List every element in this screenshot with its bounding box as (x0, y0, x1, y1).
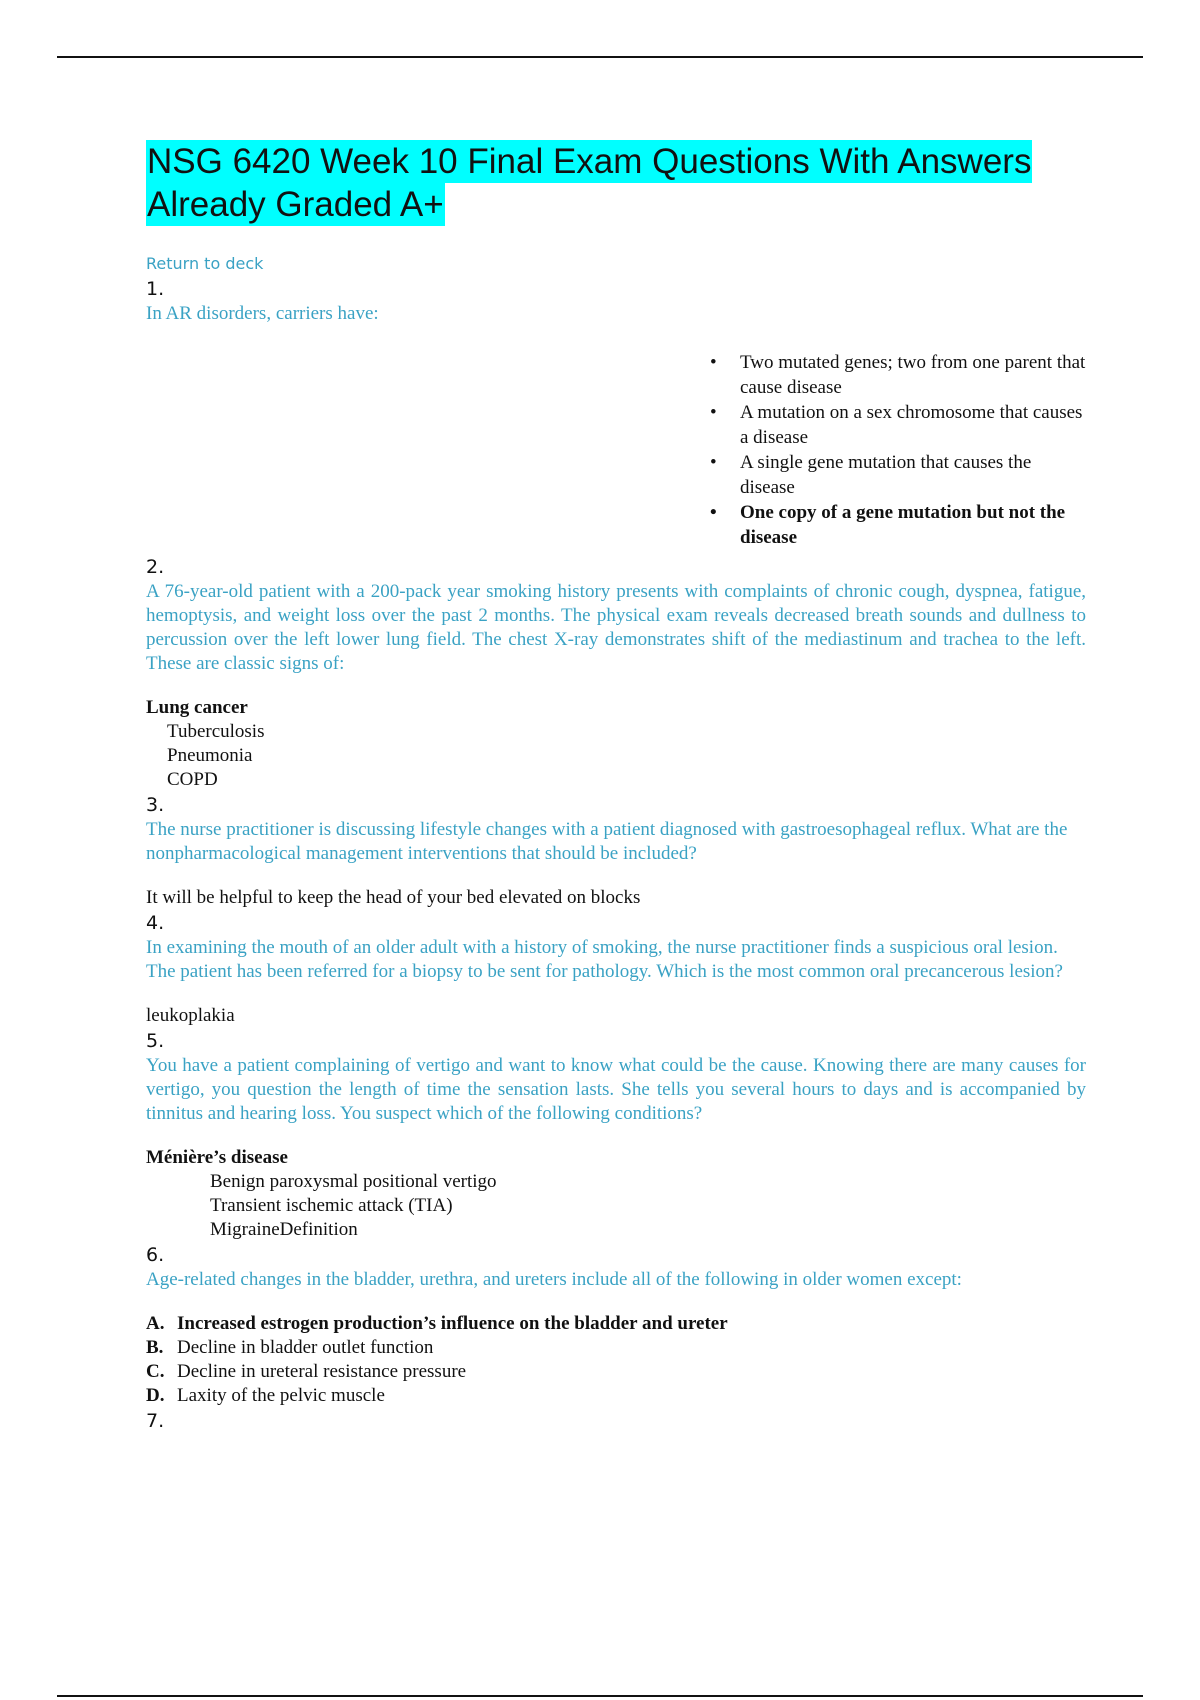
question-number: 1. (146, 278, 165, 300)
option-letter: B. (146, 1337, 164, 1358)
answer-block (146, 696, 1086, 792)
question-number: 3. (146, 794, 165, 816)
option-text: A mutation on a sex chromosome that causes a disease (740, 402, 1083, 448)
answer-option (710, 450, 1086, 500)
bullet-icon: • (710, 402, 717, 423)
question-number: 6. (146, 1244, 165, 1266)
answer-block (146, 1312, 1086, 1408)
document-title (146, 140, 1086, 226)
option-text: Increased estrogen production’s influence on the bladder and ureter (177, 1313, 728, 1334)
answer-text: It will be helpful to keep the head of your bed elevated on blocks (146, 887, 641, 908)
question-text: Age-related changes in the bladder, urethra, and ureters include all of the following in older women except: (146, 1269, 962, 1290)
bullet-icon: • (710, 352, 717, 373)
option-letter: C. (146, 1361, 165, 1382)
correct-answer: Lung cancer (146, 697, 248, 718)
other-option: Transient ischemic attack (TIA) (210, 1195, 453, 1216)
question-number: 7. (146, 1410, 165, 1432)
other-option: Tuberculosis (167, 721, 265, 742)
question-1 (146, 276, 1086, 550)
option-text: Decline in bladder outlet function (177, 1337, 434, 1358)
answer-option (710, 350, 1086, 400)
bullet-icon: • (710, 502, 717, 523)
question-3 (146, 792, 1086, 910)
question-7 (146, 1408, 1086, 1434)
other-option: MigraineDefinition (210, 1219, 358, 1240)
correct-answer: Ménière’s disease (146, 1147, 288, 1168)
bottom-rule (57, 1695, 1143, 1697)
question-number: 4. (146, 912, 165, 934)
question-6 (146, 1242, 1086, 1408)
question-number: 5. (146, 1030, 165, 1052)
question-4 (146, 910, 1086, 1028)
top-rule (57, 56, 1143, 58)
answer-block (146, 1004, 1086, 1028)
answer-block (146, 886, 1086, 910)
title-line-2: Already Graded A+ (147, 185, 444, 224)
title-line-1: NSG 6420 Week 10 Final Exam Questions With Answers (147, 142, 1032, 181)
option-letter: D. (146, 1385, 165, 1406)
return-to-deck-link[interactable]: Return to deck (146, 254, 264, 273)
correct-answer-option (146, 1312, 1086, 1336)
question-text: In AR disorders, carriers have: (146, 303, 379, 324)
other-option: COPD (167, 769, 218, 790)
question-number: 2. (146, 556, 165, 578)
answer-options (146, 350, 1086, 550)
question-5 (146, 1028, 1086, 1242)
option-text: Two mutated genes; two from one parent that cause disease (740, 352, 1086, 398)
question-text: The nurse practitioner is discussing lifestyle changes with a patient diagnosed with gastroesophageal reflux. What are the nonpharmacological management interventions that should be included? (146, 819, 1068, 864)
option-letter: A. (146, 1313, 165, 1334)
answer-option (710, 400, 1086, 450)
answer-option (146, 1336, 1086, 1360)
answer-option (146, 1384, 1086, 1408)
option-text: Decline in ureteral resistance pressure (177, 1361, 467, 1382)
correct-answer-option (710, 500, 1086, 550)
answer-option (146, 1360, 1086, 1384)
answer-block (146, 1146, 1086, 1242)
other-option: Pneumonia (167, 745, 253, 766)
question-text: A 76-year-old patient with a 200-pack year smoking history presents with complaints of chronic cough, dyspnea, fatigue, hemoptysis, and weight loss over the past 2 months. The physical exam reveals decreased breath sounds and dullness to percussion over the left lower lung field. The chest X-ray demonstrates shift of the mediastinum and trachea to the left. These are classic signs of: (146, 581, 1086, 674)
option-text: Laxity of the pelvic muscle (177, 1385, 385, 1406)
option-text: A single gene mutation that causes the disease (740, 452, 1032, 498)
question-2 (146, 554, 1086, 792)
bullet-icon: • (710, 452, 717, 473)
answer-text: leukoplakia (146, 1005, 235, 1026)
option-text: One copy of a gene mutation but not the disease (740, 502, 1066, 548)
question-text: You have a patient complaining of vertigo and want to know what could be the cause. Knowing there are many causes for vertigo, you question the length of time the sensation lasts. She tells you several hours to days and is accompanied by tinnitus and hearing loss. You suspect which of the following conditions? (146, 1055, 1086, 1124)
question-text: In examining the mouth of an older adult with a history of smoking, the nurse practitioner finds a suspicious oral lesion. The patient has been referred for a biopsy to be sent for pathology. Which is the most common oral precancerous lesion? (146, 937, 1063, 982)
other-option: Benign paroxysmal positional vertigo (210, 1171, 497, 1192)
document-body (146, 140, 1086, 1434)
